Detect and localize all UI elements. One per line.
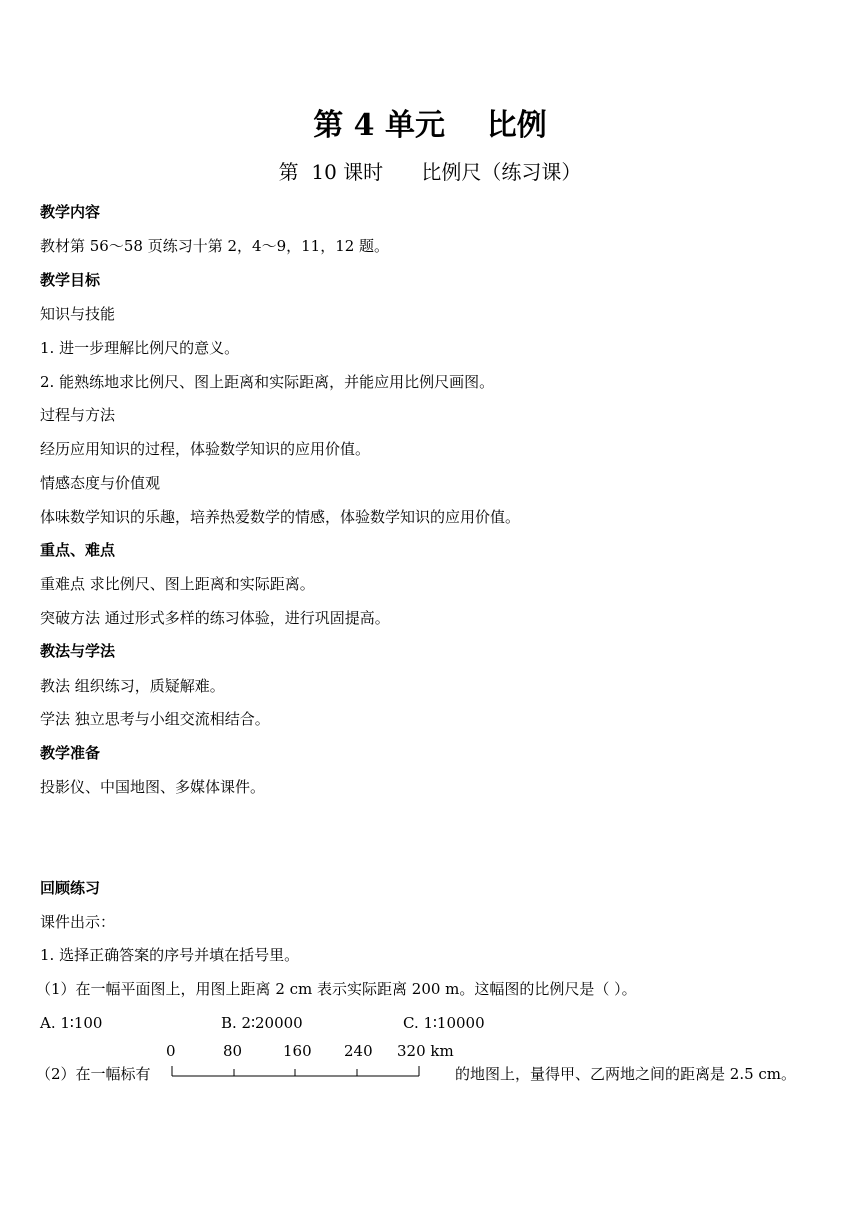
key-text: 重难点 求比例尺、图上距离和实际距离。 xyxy=(40,575,315,593)
process-heading: 过程与方法 xyxy=(40,406,116,424)
option-c: C. 1∶10000 xyxy=(403,1014,485,1032)
method-heading: 教法与学法 xyxy=(40,642,116,660)
emotion-text: 体味数学知识的乐趣，培养热爱数学的情感，体验数学知识的应用价值。 xyxy=(40,508,521,526)
question-1: 1. 选择正确答案的序号并填在括号里。 xyxy=(40,946,300,964)
prep-text: 投影仪、中国地图、多媒体课件。 xyxy=(40,778,266,796)
review-heading: 回顾练习 xyxy=(40,879,101,897)
teaching-content-text: 教材第 56～58 页练习十第 2，4～9，11，12 题。 xyxy=(40,237,390,255)
page-title: 第 4 单元 比例 xyxy=(313,108,547,143)
option-b: B. 2∶20000 xyxy=(221,1014,303,1032)
goals-heading: 教学目标 xyxy=(40,271,101,289)
scale-label-80: 80 xyxy=(223,1042,243,1060)
breakthrough-text: 突破方法 通过形式多样的练习体验，进行巩固提高。 xyxy=(40,609,390,627)
courseware-label: 课件出示： xyxy=(40,913,116,931)
goal-2: 2. 能熟练地求比例尺、图上距离和实际距离，并能应用比例尺画图。 xyxy=(40,373,495,391)
scale-label-160: 160 xyxy=(283,1042,312,1060)
page-subtitle: 第 10 课时 比例尺（练习课） xyxy=(278,160,582,184)
process-text: 经历应用知识的过程，体验数学知识的应用价值。 xyxy=(40,440,371,458)
prep-heading: 教学准备 xyxy=(40,744,101,762)
teaching-content-heading: 教学内容 xyxy=(40,203,101,221)
learn-method: 学法 独立思考与小组交流相结合。 xyxy=(40,710,270,728)
teach-method: 教法 组织练习，质疑解难。 xyxy=(40,677,225,695)
question-1-2-prefix: （2）在一幅标有 xyxy=(36,1065,151,1083)
scale-label-320: 320 km xyxy=(397,1042,454,1060)
question-1-2-suffix: 的地图上，量得甲、乙两地之间的距离是 2.5 cm。 xyxy=(455,1065,797,1083)
emotion-heading: 情感态度与价值观 xyxy=(40,474,161,492)
knowledge-heading: 知识与技能 xyxy=(40,305,116,323)
option-a: A. 1∶100 xyxy=(40,1014,103,1032)
goal-1: 1. 进一步理解比例尺的意义。 xyxy=(40,339,240,357)
question-1-1: （1）在一幅平面图上，用图上距离 2 cm 表示实际距离 200 m。这幅图的比例尺是（ ）。 xyxy=(36,980,637,998)
scale-label-240: 240 xyxy=(344,1042,373,1060)
key-heading: 重点、难点 xyxy=(40,541,116,559)
scale-bar xyxy=(168,1060,428,1080)
scale-label-0: 0 xyxy=(166,1042,176,1060)
